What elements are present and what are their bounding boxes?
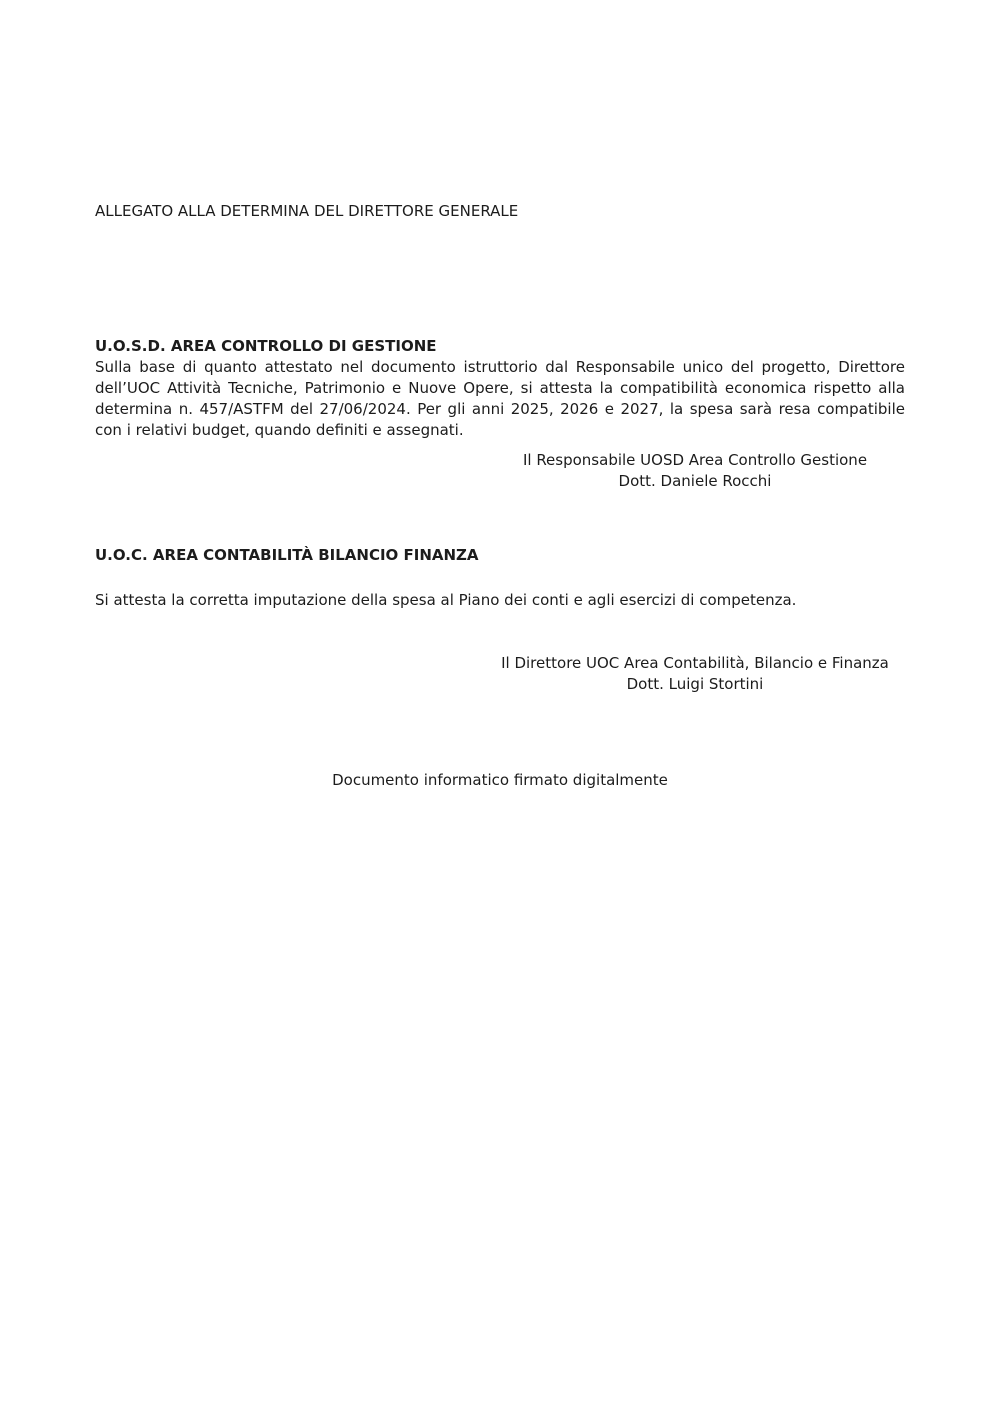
- digital-signature-note: Documento informatico firmato digitalmente: [332, 771, 668, 789]
- section-heading-uoc: U.O.C. AREA CONTABILITÀ BILANCIO FINANZA: [95, 546, 479, 564]
- section-uoc-contabilita: [95, 545, 905, 695]
- signature-role-uoc: Il Direttore UOC Area Contabilità, Bilancio e Finanza: [501, 654, 889, 672]
- signature-name-uosd: Dott. Daniele Rocchi: [618, 472, 772, 490]
- section-uosd-controllo-gestione: [95, 336, 905, 492]
- section-heading-uosd: U.O.S.D. AREA CONTROLLO DI GESTIONE: [95, 337, 437, 355]
- signature-block-uoc: [485, 653, 905, 695]
- signature-name-uoc: Dott. Luigi Stortini: [626, 675, 764, 693]
- signature-block-uosd: [485, 450, 905, 492]
- document-title: ALLEGATO ALLA DETERMINA DEL DIRETTORE GENERALE: [95, 202, 519, 220]
- section-body-uosd: Sulla base di quanto attestato nel documento istruttorio dal Responsabile unico del progetto, Direttore dell’UOC Attività Tecniche, Patrimonio e Nuove Opere, si attesta la compatibilità economica rispetto alla determina n. 457/ASTFM del 27/06/2024. Per gli anni 2025, 2026 e 2027, la spesa sarà resa compatibile con i relativi budget, quando definiti e assegnati.: [95, 358, 905, 439]
- signature-role-uosd: Il Responsabile UOSD Area Controllo Gestione: [522, 451, 868, 469]
- section-body-uoc: Si attesta la corretta imputazione della spesa al Piano dei conti e agli esercizi di competenza.: [95, 591, 797, 609]
